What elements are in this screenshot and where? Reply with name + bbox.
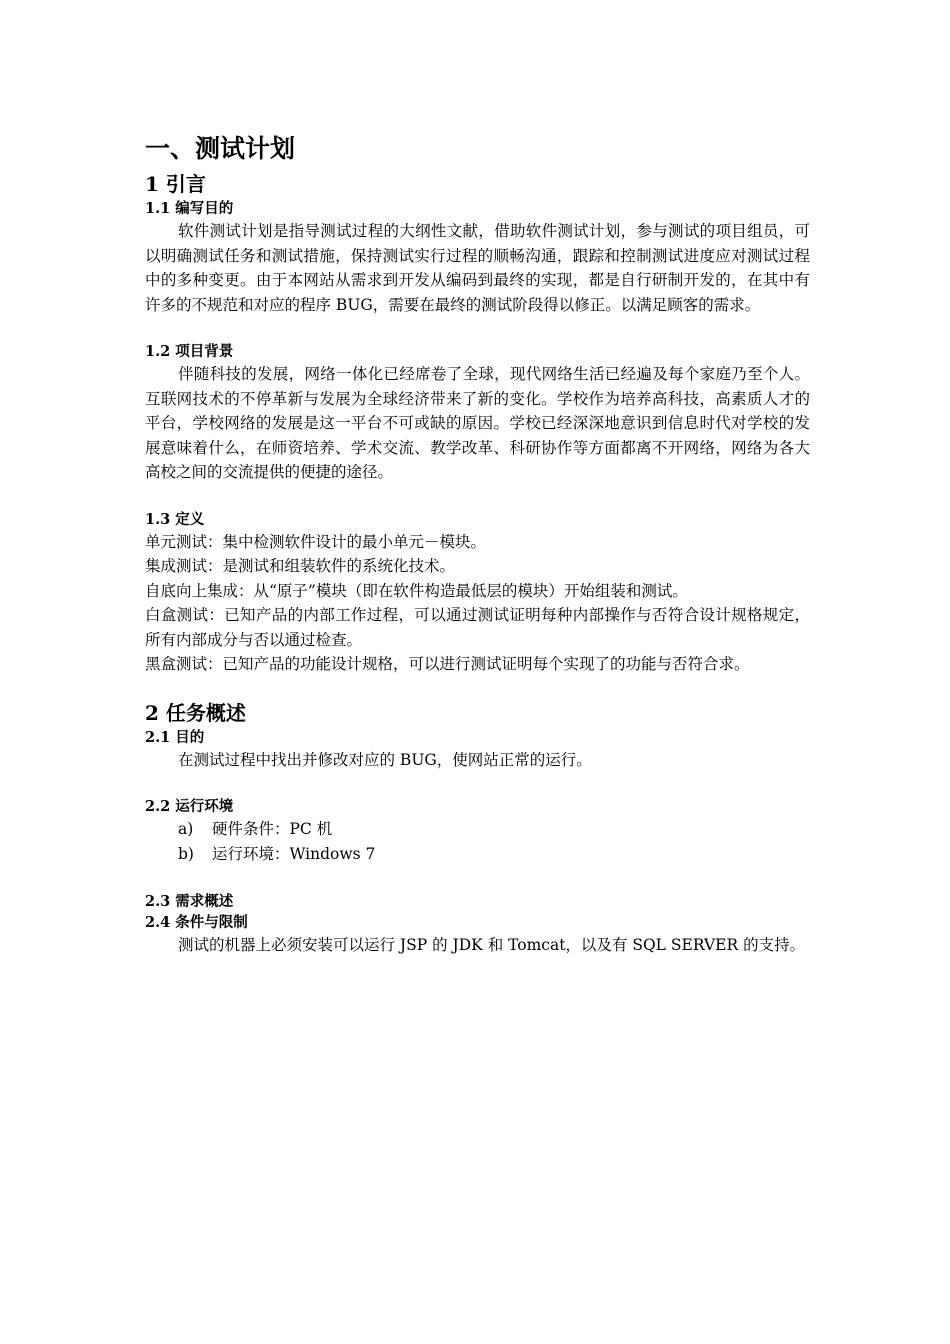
section-heading-intro: 1 引言 <box>145 172 206 196</box>
list-item <box>145 817 810 842</box>
list-item-text: 硬件条件：PC 机 <box>212 820 333 838</box>
definition-item: 自底向上集成：从“原子”模块（即在软件构造最低层的模块）开始组装和测试。 <box>145 581 688 600</box>
list-marker: b) <box>178 845 194 863</box>
subsection-heading-environment: 2.2 运行环境 <box>145 798 234 815</box>
subsection-heading-goal: 2.1 目的 <box>145 728 205 746</box>
definition-item: 集成测试：是测试和组装软件的系统化技术。 <box>145 557 456 575</box>
subsection-heading-requirements: 2.3 需求概述 <box>145 893 234 910</box>
document-title: 一、测试计划 <box>145 134 296 163</box>
definition-item: 单元测试：集中检测软件设计的最小单元－模块。 <box>145 532 487 551</box>
subsection-heading-purpose: 1.1 编写目的 <box>145 200 234 217</box>
section-heading-overview: 2 任务概述 <box>145 700 246 725</box>
list-marker: a) <box>178 820 194 838</box>
paragraph-constraints: 测试的机器上必须安装可以运行 JSP 的 JDK 和 Tomcat，以及有 SQL SERVER 的支持。 <box>178 936 806 954</box>
definition-item: 黑盒测试：已知产品的功能设计规格，可以进行测试证明每个实现了的功能与否符合求。 <box>145 655 750 673</box>
document-page <box>145 132 810 958</box>
definition-item: 白盒测试：已知产品的内部工作过程，可以通过测试证明每种内部操作与否符合设计规格规定，所有内部成分与否以通过检查。 <box>145 606 810 649</box>
paragraph-purpose: 软件测试计划是指导测试过程的大纲性文献，借助软件测试计划，参与测试的项目组员，可以明确测试任务和测试措施，保持测试实行过程的顺畅沟通，跟踪和控制测试进度应对测试过程中的多种变更。由于本网站从需求到开发从编码到最终的实现，都是自行研制开发的，在其中有许多的不规范和对应的程序 BUG，需要在最终的测试阶段得以修正。以满足顾客的需求。 <box>145 222 810 314</box>
paragraph-goal: 在测试过程中找出并修改对应的 BUG，使网站正常的运行。 <box>178 750 592 769</box>
list-item <box>145 842 810 867</box>
subsection-heading-background: 1.2 项目背景 <box>145 343 234 360</box>
paragraph-background: 伴随科技的发展，网络一体化已经席卷了全球，现代网络生活已经遍及每个家庭乃至个人。互联网技术的不停革新与发展为全球经济带来了新的变化。学校作为培养高科技，高素质人才的平台，学校网络的发展是这一平台不可或缺的原因。学校已经深深地意识到信息时代对学校的发展意味着什么，在师资培养、学术交流、教学改革、科研协作等方面都离不开网络，网络为各大高校之间的交流提供的便捷的途径。 <box>145 365 810 481</box>
list-item-text: 运行环境：Windows 7 <box>212 845 376 863</box>
subsection-heading-constraints: 2.4 条件与限制 <box>145 914 248 931</box>
subsection-heading-definitions: 1.3 定义 <box>145 510 205 528</box>
environment-list <box>145 817 810 867</box>
